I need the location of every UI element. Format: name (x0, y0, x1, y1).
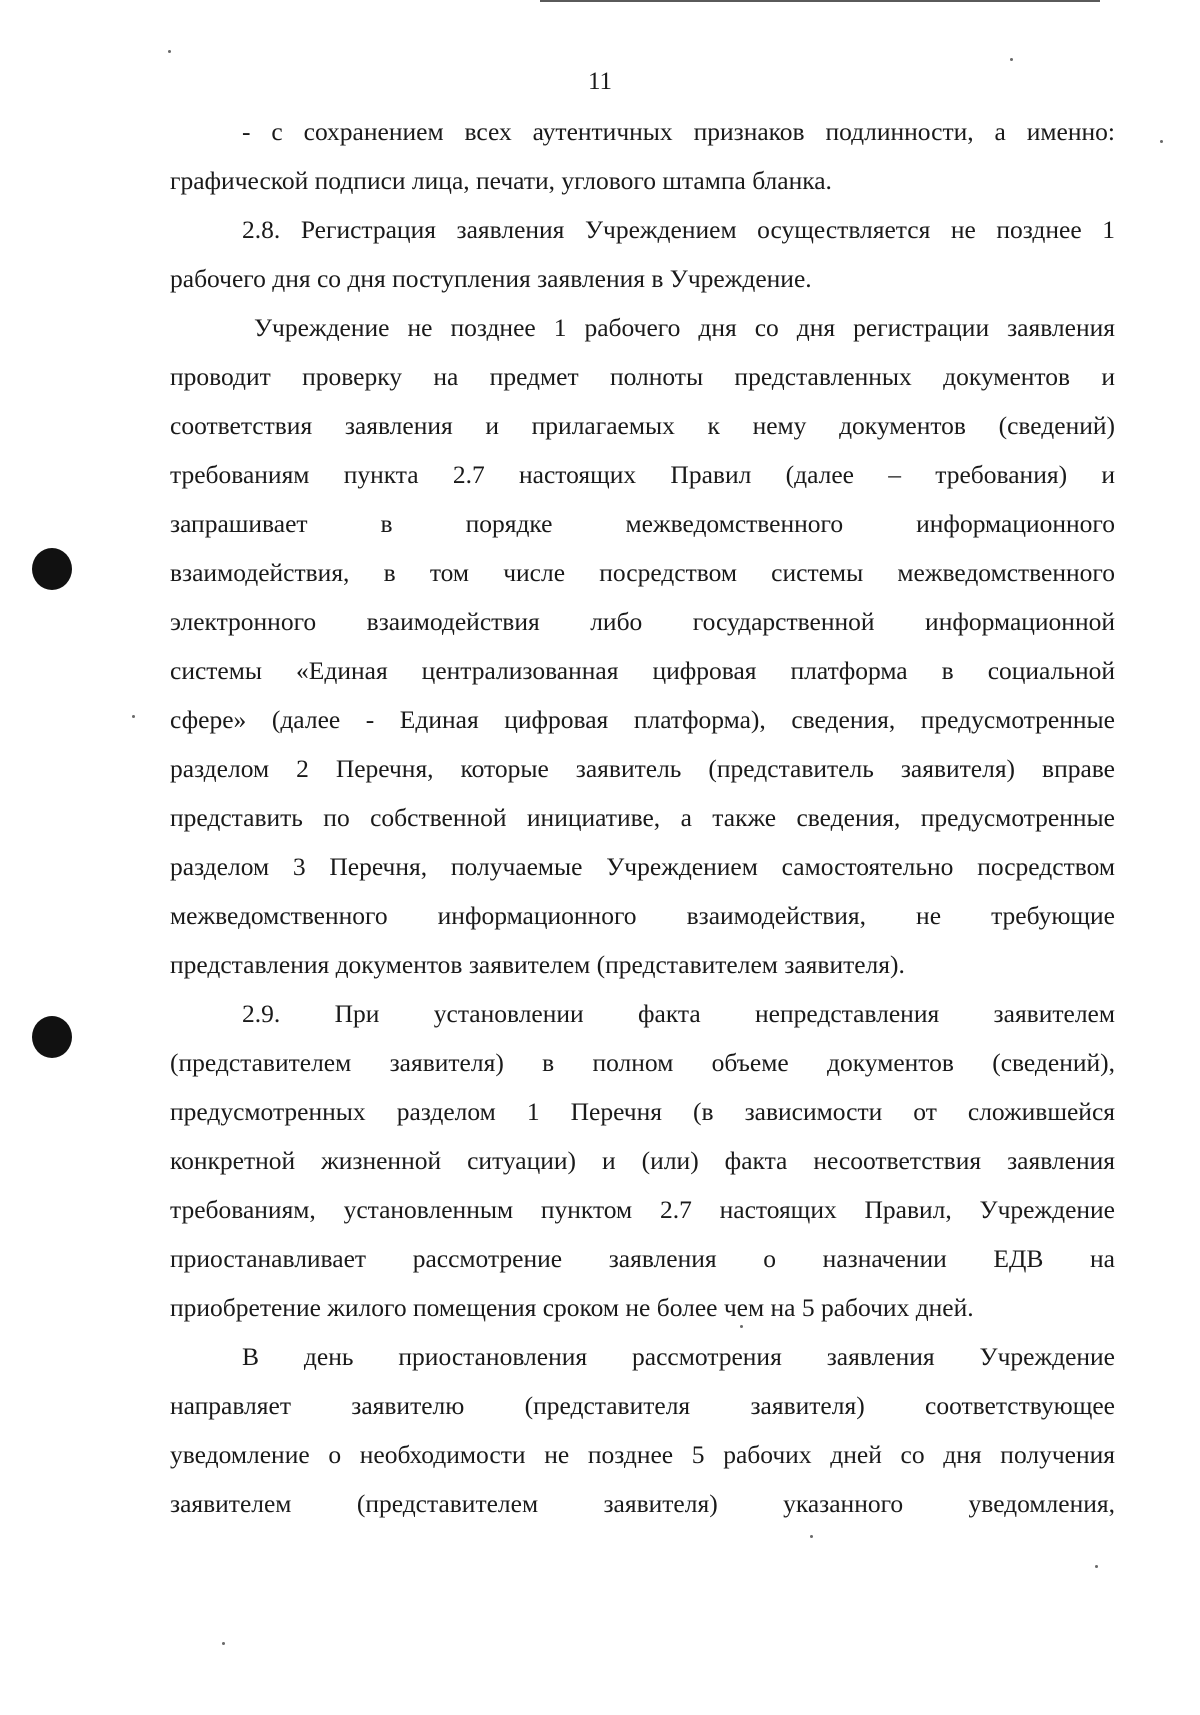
text-line: предусмотренных разделом 1 Перечня (в зависимости от сложившейся (170, 1097, 1115, 1126)
text-line: - с сохранением всех аутентичных признаков подлинности, а именно: (242, 117, 1115, 146)
document-body (170, 107, 1115, 1528)
text-line: взаимодействия, в том числе посредством системы межведомственного (170, 558, 1115, 587)
scan-speck (132, 715, 135, 718)
scan-speck (1095, 1565, 1098, 1568)
text-line: разделом 2 Перечня, которые заявитель (представитель заявителя) вправе (170, 754, 1115, 783)
text-line: уведомление о необходимости не позднее 5 рабочих дней со дня получения (170, 1440, 1115, 1469)
text-line: требованиям, установленным пунктом 2.7 настоящих Правил, Учреждение (170, 1195, 1115, 1224)
text-line: требованиям пункта 2.7 настоящих Правил (далее – требования) и (170, 460, 1115, 489)
punch-hole (32, 548, 72, 590)
scan-speck (168, 50, 171, 53)
text-line: проводит проверку на предмет полноты представленных документов и (170, 362, 1115, 391)
text-line: Учреждение не позднее 1 рабочего дня со дня регистрации заявления (254, 313, 1115, 342)
text-line: рабочего дня со дня поступления заявления в Учреждение. (170, 264, 812, 293)
text-line: 2.9. При установлении факта непредставления заявителем (242, 999, 1115, 1028)
text-line: В день приостановления рассмотрения заявления Учреждение (242, 1342, 1115, 1371)
text-line: (представителем заявителя) в полном объеме документов (сведений), (170, 1048, 1115, 1077)
scan-top-edge (540, 0, 1100, 2)
punch-hole (32, 1016, 72, 1058)
text-line: системы «Единая централизованная цифровая платформа в социальной (170, 656, 1115, 685)
text-line: разделом 3 Перечня, получаемые Учреждением самостоятельно посредством (170, 852, 1115, 881)
text-line: приостанавливает рассмотрение заявления о назначении ЕДВ на (170, 1244, 1115, 1273)
text-line: заявителем (представителем заявителя) указанного уведомления, (170, 1489, 1115, 1518)
text-line: приобретение жилого помещения сроком не более чем на 5 рабочих дней. (170, 1293, 974, 1322)
scan-speck (1010, 58, 1013, 61)
text-line: межведомственного информационного взаимодействия, не требующие (170, 901, 1115, 930)
text-line: графической подписи лица, печати, углового штампа бланка. (170, 166, 832, 195)
text-line: сфере» (далее - Единая цифровая платформа), сведения, предусмотренные (170, 705, 1115, 734)
text-line: электронного взаимодействия либо государственной информационной (170, 607, 1115, 636)
text-line: соответствия заявления и прилагаемых к нему документов (сведений) (170, 411, 1115, 440)
scan-speck (810, 1535, 813, 1538)
scan-speck (222, 1642, 225, 1645)
text-line: представить по собственной инициативе, а также сведения, предусмотренные (170, 803, 1115, 832)
text-line: запрашивает в порядке межведомственного информационного (170, 509, 1115, 538)
text-line: конкретной жизненной ситуации) и (или) факта несоответствия заявления (170, 1146, 1115, 1175)
text-line: представления документов заявителем (представителем заявителя). (170, 950, 905, 979)
scan-speck (1160, 140, 1163, 143)
text-line: направляет заявителю (представителя заявителя) соответствующее (170, 1391, 1115, 1420)
text-line: 2.8. Регистрация заявления Учреждением осуществляется не позднее 1 (242, 215, 1115, 244)
page-number: 11 (587, 68, 613, 95)
